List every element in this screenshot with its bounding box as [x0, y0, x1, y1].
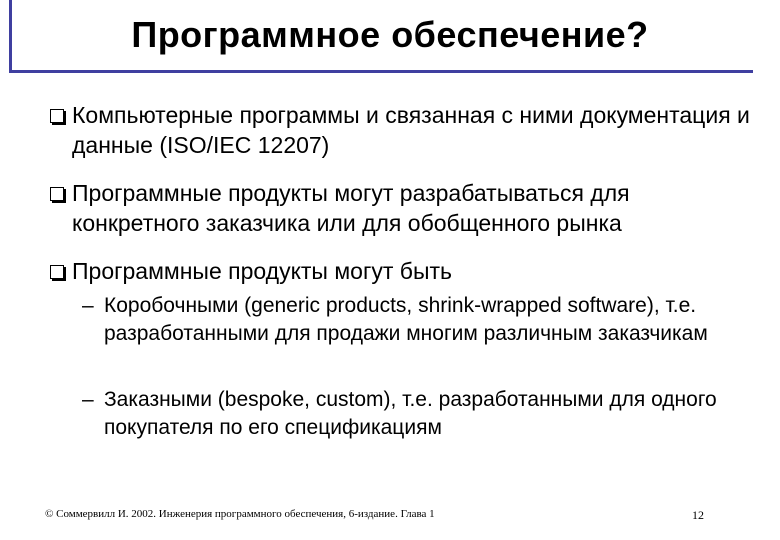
square-bullet-icon — [50, 187, 64, 201]
bullet-text: Программные продукты могут быть — [72, 258, 452, 284]
square-bullet-icon — [50, 109, 64, 123]
footer-copyright: © Соммервилл И. 2002. Инженерия программного обеспечения, 6-издание. Глава 1 — [45, 508, 435, 520]
slide-title: Программное обеспечение? — [131, 14, 649, 55]
sub-bullet-text: Коробочными (generic products, shrink-wrapped software), т.е. разработанными для продажи многим различным заказчикам — [104, 294, 708, 345]
dash-bullet: – — [82, 294, 94, 317]
sub-bullet-item-2 — [82, 386, 742, 442]
page-number: 12 — [692, 508, 704, 522]
sub-bullet-item-1 — [82, 292, 742, 348]
bullet-item-1 — [50, 100, 750, 160]
bullet-item-2 — [50, 178, 750, 238]
title-underline — [9, 70, 753, 73]
sub-bullet-text: Заказными (bespoke, custom), т.е. разработанными для одного покупателя по его спецификациям — [104, 388, 717, 439]
square-bullet-icon — [50, 265, 64, 279]
bullet-item-3 — [50, 256, 750, 286]
dash-bullet: – — [82, 388, 94, 411]
bullet-text: Компьютерные программы и связанная с ними документация и данные (ISO/IEC 12207) — [72, 102, 750, 158]
bullet-text: Программные продукты могут разрабатываться для конкретного заказчика или для обобщенного рынка — [72, 180, 630, 236]
